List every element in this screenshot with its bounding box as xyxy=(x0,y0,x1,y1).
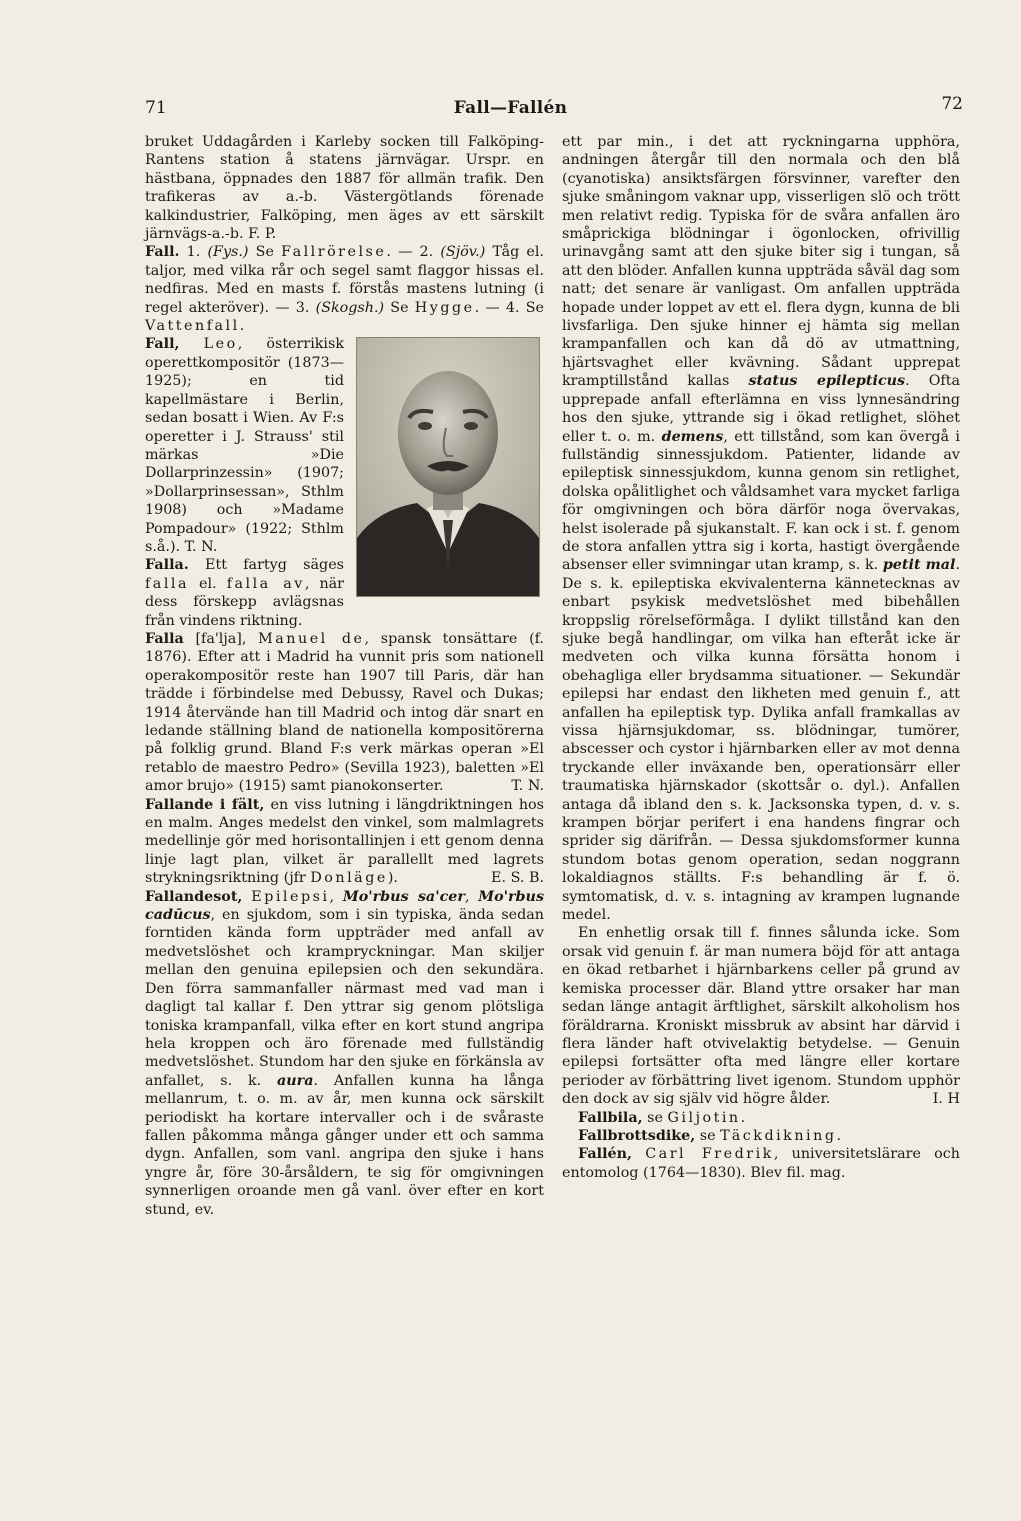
portrait-photo-leo-fall xyxy=(356,337,540,597)
page-header xyxy=(0,94,1021,128)
cross-ref-fallrorelse: Fallrörelse xyxy=(281,244,387,261)
headword-fallbila: Fallbila, xyxy=(578,1109,643,1126)
headword-fallande-i-falt: Fallande i fält, xyxy=(145,796,265,813)
headword-fall: Fall. xyxy=(145,244,180,261)
entry-fall-leo: Fall, Leo, österrikisk operettkompositör (1873—1925); en tid kapellmästare i Berlin, sedan bosatt i Wien. Av F:s operetter i J. Strauss' stil märkas »Die Dollarprinzessin» (1907; »Dollarprinsessan», Sthlm 1908) och »Madame Pompadour» (1922; Sthlm s.å.). T. N. xyxy=(145,336,344,555)
entry-fallandesot-cont: ett par min., i det att ryckningarna upphöra, andningen återgår till den normala och den blå (cyanotiska) ansiktsfärgen försvinner, varefter den sjuke småningom vaknar upp, visserligen slö och trött men relativt redig. Typiska för de svåra anfallen äro småprickiga blödningar i ögonlocken, ofrivillig urinavgång samt att den sjuke biter sig i tungan, så att den blöder. Anfallen kunna uppträda såväl dag som natt; det senare är vanligast. Om anfallen uppträda hopade under loppet av ett el. flera dygn, kunna de bli livsfarliga. Den sjuke hinner ej hämta sig mellan krampanfallen och kan då dö av utmattning, hjärtsvaghet eller kvävning. Sådant upprepat kramptillstånd kallas status epilepticus. Ofta upprepade anfall efterlämna en viss lynnesändring hos den sjuke, yttrande sig i ökad retlighet, slöhet eller t. o. m. demens, ett tillstånd, som kan övergå i fullständig sinnessjukdom. Patienter, lidande av epileptisk sinnessjukdom, kunna genom sin retlighet, dolska opålitlighet och våldsamhet vara mycket farliga för omgivningen och böra därför noga övervakas, helst isolerade på sjukanstalt. F. kan ock i st. f. genom de stora anfallen yttra sig i korta, hastigt övergående absenser eller svimningar utan kramp, s. k. petit mal. De s. k. epileptiska ekvivalenterna kännetecknas av enbart psykisk medvetslöshet med bibehållen kroppslig rörelseförmåga. I dylikt tillstånd kan den sjuke begå handlingar, om vilka han efteråt icke är medveten och vilka kunna försätta honom i obehagliga eller brydsamma situationer. — Sekundär epilepsi har endast den likheten med genuin f., att anfallen ha epileptisk typ. Dylika anfall framkallas av vissa hjärnsjukdomar, ss. blödningar, tumörer, abscesser och cystor i hjärnbarken eller av mot denna tryckande eller inväxande ben, operationsärr eller traumatiska hjärnskador (skottsår o. dyl.). Anfallen antaga då ibland den s. k. Jacksonska typen, d. v. s. krampen börjar perifert i ena handens fingrar och sprider sig därifrån. — Dessa sjukdomsformer kunna stundom botas genom operation, sedan noggrann lokaldiagnos ställts. F:s behandling är f. ö. symtomatisk, d. v. s. intagning av krampen lugnande medel. xyxy=(562,134,960,924)
headword-fallbrottsdike: Fallbrottsdike, xyxy=(578,1127,696,1144)
cross-ref-tackdikning: Täckdikning xyxy=(720,1127,837,1144)
headword-fallandesot: Fallandesot, xyxy=(145,888,243,905)
cross-ref-donlage: Donläge xyxy=(310,870,388,887)
cross-ref-giljotin: Giljotin xyxy=(667,1109,741,1126)
page-number-right: 72 xyxy=(941,94,963,114)
entry-fallbila: Fallbila, se Giljotin. xyxy=(578,1109,746,1126)
page-number-left: 71 xyxy=(145,98,167,118)
entry-fall: Fall. 1. (Fys.) Se Fallrörelse. — 2. (Sjöv.) Tåg el. taljor, med vilka rår och segel samt flaggor hissas el. nedfiras. Med en masts f. förstås mastens lutning (i regel akteröver). — 3. (Skogsh.) Se Hygge. — 4. Se Vattenfall. xyxy=(145,244,544,335)
entry-fallbrottsdike: Fallbrottsdike, se Täckdikning. xyxy=(578,1127,842,1144)
headword-fallen: Fallén, xyxy=(578,1146,632,1163)
entry-fallen: Fallén, Carl Fredrik, universitetslärare och entomolog (1764—1830). Blev fil. mag. xyxy=(562,1146,961,1181)
entry-fallandesot: Fallandesot, Epilepsi, Mo'rbus sa'cer, Mo'rbus cadūcus, en sjukdom, som i sin typiska, ända sedan forntiden kända form uppträder med anfall av medvetslöshet och krampryckningar. Man skiljer mellan den genuina epilepsien och den sekundära. Den förra sammanfaller närmast med vad man i dagligt tal kallar f. Den yttrar sig genom plötsliga toniska krampanfall, vilka efter en kort stund angripa hela kroppen och äro förenade med fullständig medvetslöshet. Stundom har den sjuke en förkänsla av anfallet, s. k. aura. Anfallen kunna ha långa mellanrum, t. o. m. av år, men kunna ock särskilt periodiskt ha kortare intervaller och i de svåraste fallen påkomma många gånger under ett och samma dygn. Anfallen, som vanl. angripa den sjuke i hans yngre år, före 30-årsåldern, te sig för omgivningen synnerligen oroande men gå vanl. över efter en kort stund, ev. xyxy=(145,888,545,1218)
entry-falla-manuel: Falla [fa'lja], Manuel de, spansk tonsättare (f. 1876). Efter att i Madrid ha vunnit pris som nationell operakompositör reste han 1907 till Paris, där han trädde i förbindelse med Debussy, Ravel och Dukas; 1914 återvände han till Madrid och intog där snart en ledande ställning bland de nationella kompositörerna på folklig grund. Bland F:s verk märkas operan »El retablo de maestro Pedro» (Sevilla 1923), baletten »El amor brujo» (1915) samt pianokonserter. T. N. xyxy=(145,630,544,795)
headword-falla: Falla. xyxy=(145,557,189,574)
entry-falla: Falla. Ett fartyg säges falla el. falla av, när dess förskepp avlägsnas från vindens riktning. xyxy=(145,557,345,629)
entry-fallande-i-falt: Fallande i fält, en viss lutning i längdriktningen hos en malm. Anges medelst den vinkel, som malmlagrets medellinje gör med horisontallinjen i ett genom denna linje lagt plan, vilket är parallellt med lagrets strykningsriktning (jfr Donläge). E. S. B. xyxy=(145,796,544,887)
right-column xyxy=(562,133,960,1182)
running-head: Fall—Fallén xyxy=(453,98,568,118)
headword-fall-leo: Fall, xyxy=(145,336,180,353)
cross-ref-vattenfall: Vattenfall xyxy=(145,318,240,335)
entry-fallandesot-causes: En enhetlig orsak till f. finnes sålunda icke. Som orsak vid genuin f. är man numera böjd för att antaga en ökad retbarhet i hjärnbarkens celler på grund av kemiska processer där. Bland yttre orsaker har man sedan länge antagit ärftlighet, särskilt alkoholism hos föräldrarna. Kroniskt missbruk av absint har därvid i flera länder haft otvivelaktig betydelse. — Genuin epilepsi fortsätter ofta med längre eller kortare perioder av förbättring livet igenom. Stundom upphör den dock av sig själv vid högre ålder. I. H xyxy=(562,925,960,1108)
left-column xyxy=(145,133,544,1219)
entry-falkoping-railway: bruket Uddagården i Karleby socken till Falköping-Rantens station å statens järnvägar. Urspr. en hästbana, öppnades den 1887 för allmän trafik. Den trafikeras av a.-b. Västergötlands förenade kalkindustrier, Falköping, men äges av ett särskilt järnvägs-a.-b. F. P. xyxy=(145,134,544,243)
headword-falla-manuel: Falla xyxy=(145,630,184,647)
cross-ref-hygge: Hygge xyxy=(414,299,475,316)
